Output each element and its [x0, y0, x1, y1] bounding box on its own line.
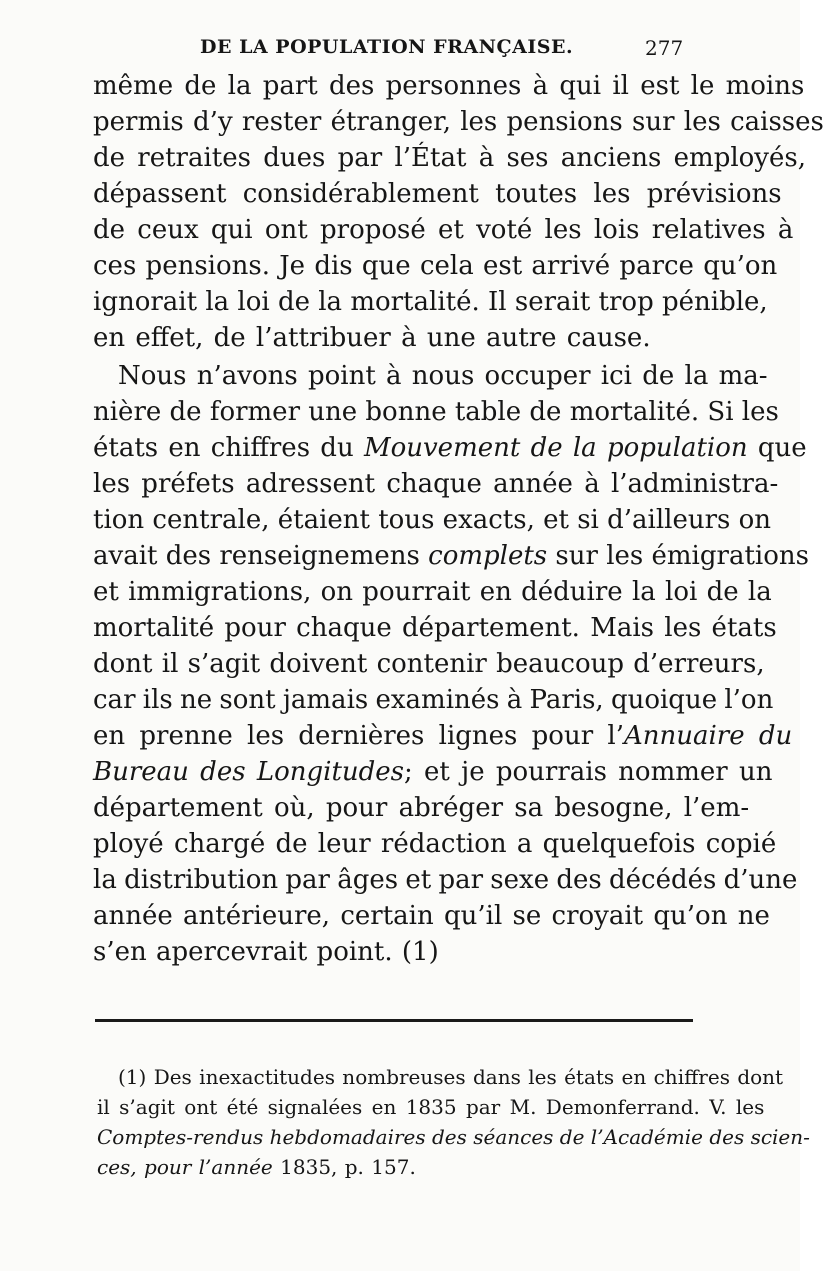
- text-line: ignorait la loi de la mortalité. Il serait trop pénible,: [93, 287, 768, 317]
- text-line: les préfets adressent chaque année à l’administra-: [93, 469, 779, 499]
- text-line: et immigrations, on pourrait en déduire la loi de la: [93, 577, 772, 607]
- text-line: Nous n’avons point à nous occuper ici de la ma-: [118, 361, 768, 391]
- footnote-line: (1) Des inexactitudes nombreuses dans les états en chiffres dont: [118, 1065, 784, 1089]
- text-fragment: sur les émigrations: [547, 541, 809, 571]
- footnote-rule: [95, 1019, 693, 1022]
- text-fragment: états en chiffres du: [93, 433, 354, 463]
- text-line: ces pensions. Je dis que cela est arrivé parce qu’on: [93, 251, 778, 281]
- text-fragment: avait des renseignemens: [93, 541, 420, 571]
- italic-word: complets: [428, 541, 548, 571]
- text-line: car ils ne sont jamais examinés à Paris, quoique l’on: [93, 685, 774, 715]
- page-number: 277: [645, 36, 684, 60]
- italic-title: Comptes-rendus hebdomadaires des séances de l’Académie des scien-: [97, 1125, 810, 1149]
- text-fragment: en prenne les dernières lignes pour l’: [93, 721, 624, 751]
- text-fragment: que: [747, 433, 807, 463]
- italic-title: Bureau des Longitudes: [93, 757, 405, 787]
- running-title: DE LA POPULATION FRANÇAISE.: [200, 36, 574, 58]
- text-line: mortalité pour chaque département. Mais les états: [93, 613, 777, 643]
- text-line: [93, 754, 772, 790]
- text-fragment: 1835, p. 157.: [272, 1155, 416, 1179]
- italic-title: Mouvement de la population: [363, 433, 748, 463]
- running-head: [0, 36, 800, 66]
- text-line: département où, pour abréger sa besogne, l’em-: [93, 793, 750, 823]
- text-fragment: ; et je pourrais nommer un: [404, 757, 773, 787]
- text-line: ployé chargé de leur rédaction a quelquefois copié: [93, 829, 777, 859]
- text-line: de ceux qui ont proposé et voté les lois relatives à: [93, 215, 794, 245]
- text-line: année antérieure, certain qu’il se croyait qu’on ne: [93, 901, 770, 931]
- text-line: [93, 430, 807, 466]
- italic-title: Annuaire du: [623, 721, 793, 751]
- text-line: dépassent considérablement toutes les prévisions: [93, 179, 782, 209]
- text-line: s’en apercevrait point. (1): [93, 937, 439, 967]
- italic-title: ces, pour l’année: [97, 1155, 273, 1179]
- text-line: même de la part des personnes à qui il est le moins: [93, 71, 805, 101]
- text-line: permis d’y rester étranger, les pensions sur les caisses: [93, 107, 824, 137]
- text-line: de retraites dues par l’État à ses anciens employés,: [93, 143, 806, 173]
- text-line: la distribution par âges et par sexe des décédés d’une: [93, 865, 798, 895]
- footnote-line: il s’agit ont été signalées en 1835 par M. Demonferrand. V. les: [97, 1095, 765, 1119]
- text-line: tion centrale, étaient tous exacts, et si d’ailleurs on: [93, 505, 772, 535]
- text-line: nière de former une bonne table de mortalité. Si les: [93, 397, 779, 427]
- footnote-line: [97, 1122, 810, 1152]
- text-line: [93, 538, 809, 574]
- text-line: en effet, de l’attribuer à une autre cause.: [93, 323, 651, 353]
- footnote-line: [97, 1152, 416, 1182]
- text-line: dont il s’agit doivent contenir beaucoup d’erreurs,: [93, 649, 765, 679]
- text-line: [93, 718, 792, 754]
